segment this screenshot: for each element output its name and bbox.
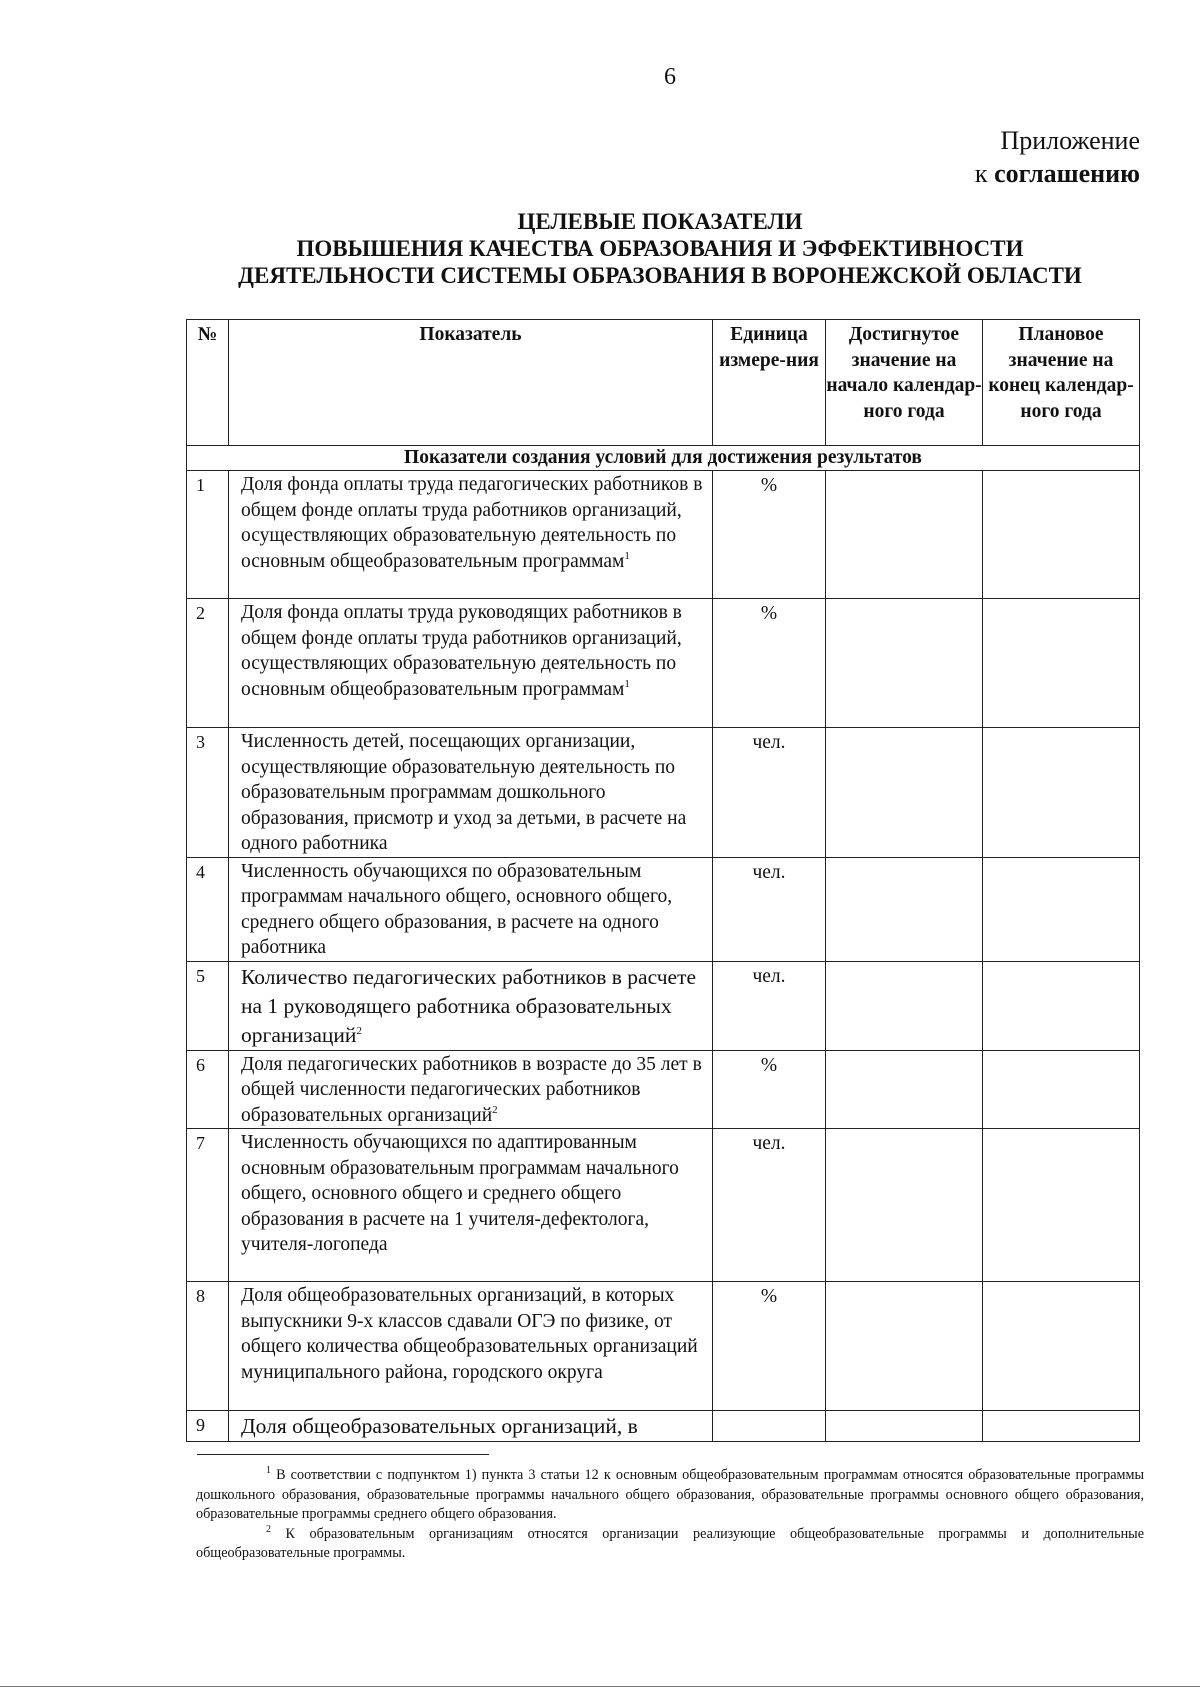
document-title [180,208,1140,289]
header-indicator: Показатель [229,320,713,446]
row-unit: чел. [713,961,826,1050]
row-unit: чел. [713,728,826,858]
row-planned [983,961,1140,1050]
footnote-1: $^1$ В соответствии с подпунктом 1) пункта 3 статьи 12 к основным общеобразовательным программам относятся образовательные программы дошкольного образования, образовательные программы начального общего образования, образовательные программы основного общего образования, образовательные программы среднего общего образования. [196,1465,1145,1522]
row-achieved [826,599,983,728]
table-row [187,857,1140,961]
row-indicator: Количество педагогических работников в расчете на 1 руководящего работника образовательных организаций$^2$ [229,961,713,1050]
table-row [187,599,1140,728]
footnotes [196,1466,1144,1564]
row-achieved [826,471,983,599]
title-line-3: ДЕЯТЕЛЬНОСТИ СИСТЕМЫ ОБРАЗОВАНИЯ В ВОРОНЕЖСКОЙ ОБЛАСТИ [238,263,1082,288]
appendix-label [975,124,1140,190]
appendix-line-1: Приложение [1000,126,1140,155]
row-planned [983,1129,1140,1282]
table-row [187,728,1140,858]
row-planned [983,1282,1140,1411]
indicators-table [186,319,1140,1442]
row-unit: % [713,599,826,728]
row-indicator: Доля фонда оплаты труда педагогических работников в общем фонде оплаты труда работников организаций, осуществляющих образовательную деятельность по основным общеобразовательным программам$^1$ [229,471,713,599]
header-achieved: Достигнутое значение на начало календар-ного года [826,320,983,446]
appendix-prefix: к [974,159,995,188]
table-row [187,1050,1140,1129]
footnote-separator [197,1454,489,1455]
row-num: 2 [187,599,229,728]
row-num: 7 [187,1129,229,1282]
section-row [187,446,1140,471]
header-planned: Плановое значение на конец календар-ного года [983,320,1140,446]
row-unit [713,1411,826,1442]
table-row [187,1129,1140,1282]
row-planned [983,857,1140,961]
row-achieved [826,1050,983,1129]
row-planned [983,1411,1140,1442]
row-unit: чел. [713,857,826,961]
row-unit: чел. [713,1129,826,1282]
footnote-ref: 2 [492,1103,498,1116]
table-row [187,471,1140,599]
row-num: 4 [187,857,229,961]
row-indicator: Численность детей, посещающих организации, осуществляющие образовательную деятельность по образовательным программам дошкольного образования, присмотр и уход за детьми, в расчете на одного работника [229,728,713,858]
footnote-ref: 2 [356,1024,362,1037]
table-row [187,1282,1140,1411]
section-title: Показатели создания условий для достижения результатов [187,446,1140,471]
row-num: 1 [187,471,229,599]
row-num: 3 [187,728,229,858]
row-planned [983,1050,1140,1129]
row-indicator: Доля общеобразовательных организаций, в которых выпускники 9-х классов сдавали ОГЭ по физике, от общего количества общеобразовательных организаций муниципального района, городского округа [229,1282,713,1411]
title-line-2: ПОВЫШЕНИЯ КАЧЕСТВА ОБРАЗОВАНИЯ И ЭФФЕКТИВНОСТИ [296,236,1024,261]
row-achieved [826,857,983,961]
table-row [187,961,1140,1050]
appendix-agreement: соглашению [994,159,1140,188]
row-achieved [826,1129,983,1282]
header-num: № [187,320,229,446]
row-indicator: Доля педагогических работников в возрасте до 35 лет в общей численности педагогических работников образовательных организаций$^2$ [229,1050,713,1129]
row-indicator: Численность обучающихся по адаптированным основным образовательным программам начального общего, основного общего и среднего общего образования в расчете на 1 учителя-дефектолога, учителя-логопеда [229,1129,713,1282]
footnote-mark: 1 [266,1465,271,1476]
row-num: 5 [187,961,229,1050]
row-achieved [826,1411,983,1442]
row-indicator: Доля фонда оплаты труда руководящих работников в общем фонде оплаты труда работников организаций, осуществляющих образовательную деятельность по основным общеобразовательным программам$^1$ [229,599,713,728]
scan-edge-line [0,1686,1200,1687]
row-achieved [826,961,983,1050]
footnote-ref: 1 [624,677,630,690]
row-unit: % [713,471,826,599]
page-number: 6 [664,64,676,90]
appendix-line-2 [975,157,1140,190]
row-unit: % [713,1282,826,1411]
row-planned [983,599,1140,728]
row-num: 8 [187,1282,229,1411]
row-num: 6 [187,1050,229,1129]
table-header-row [187,320,1140,446]
row-indicator: Доля общеобразовательных организаций, в [229,1411,713,1442]
header-unit: Единица измере-ния [713,320,826,446]
footnote-2: $^2$ К образовательным организациям относятся организации реализующие общеобразовательные программы и дополнительные общеобразовательные программы. [196,1523,1145,1561]
row-planned [983,728,1140,858]
title-line-1: ЦЕЛЕВЫЕ ПОКАЗАТЕЛИ [517,209,803,234]
row-achieved [826,1282,983,1411]
row-achieved [826,728,983,858]
row-unit: % [713,1050,826,1129]
row-planned [983,471,1140,599]
table-row [187,1411,1140,1442]
row-indicator: Численность обучающихся по образовательным программам начального общего, основного общего, среднего общего образования, в расчете на одного работника [229,857,713,961]
footnote-ref: 1 [624,549,630,562]
footnote-mark: 2 [266,1523,271,1535]
row-num: 9 [187,1411,229,1442]
